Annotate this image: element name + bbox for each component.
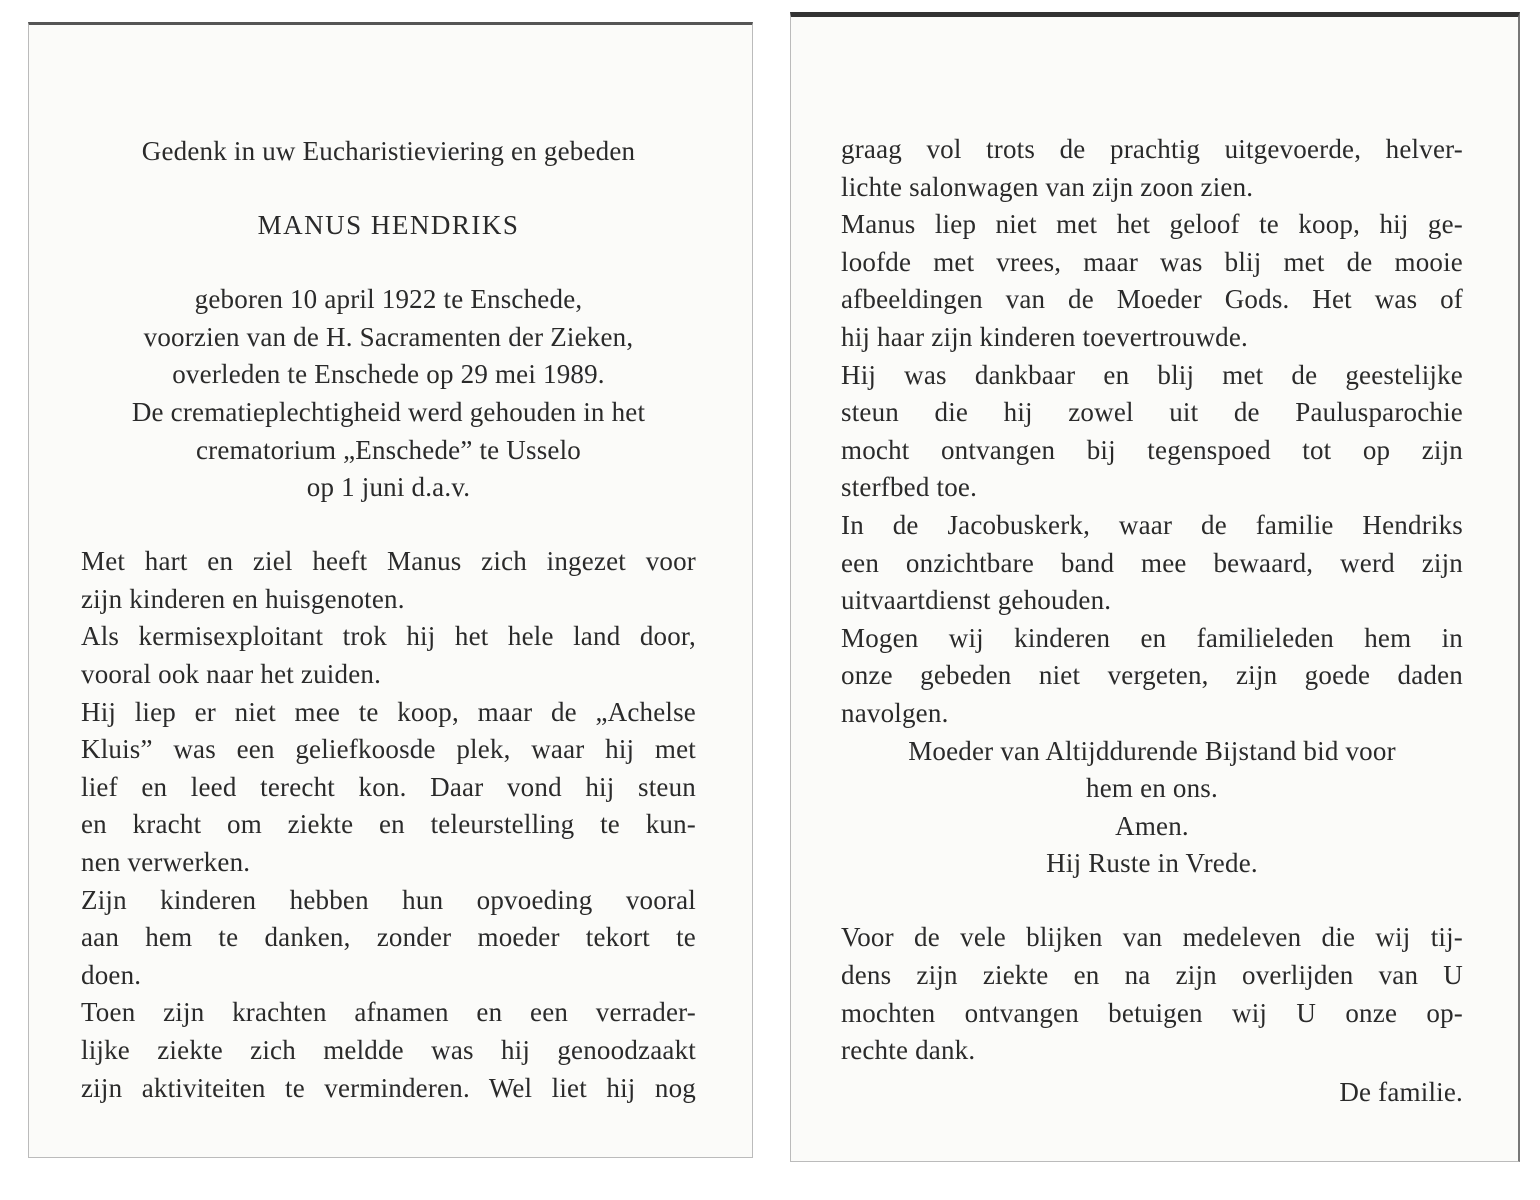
deceased-name: MANUS HENDRIKS: [257, 210, 520, 241]
text-line: zijn kinderen en huisgenoten.: [81, 583, 405, 614]
text-line: In de Jacobuskerk, waar de familie Hendriks: [841, 509, 1463, 540]
text-line: De crematieplechtigheid werd gehouden in het: [131, 396, 646, 427]
text-line: Manus liep niet met het geloof te koop, hij ge-: [841, 209, 1463, 240]
right-page: [790, 12, 1520, 1162]
header-line: Gedenk in uw Eucharistieviering en gebeden: [141, 136, 636, 166]
text-line: Amen.: [1115, 810, 1189, 841]
paragraph: [841, 507, 1463, 620]
text-line: Zijn kinderen hebben hun opvoeding vooral: [81, 884, 696, 915]
life-details: [81, 281, 696, 507]
text-line: Als kermisexploitant trok hij het hele land door,: [81, 621, 696, 652]
text-line: aan hem te danken, zonder moeder tekort te: [81, 922, 696, 953]
text-line: Moeder van Altijddurende Bijstand bid voor: [908, 735, 1396, 766]
paragraph: [81, 694, 696, 882]
text-line: en kracht om ziekte en teleurstelling te kun-: [81, 809, 696, 840]
text-line: loofde met vrees, maar was blij met de mooie: [841, 246, 1463, 277]
text-line: vooral ook naar het zuiden.: [81, 659, 382, 690]
prayer: [841, 733, 1463, 883]
text-line: Toen zijn krachten afnamen en een verrader-: [81, 997, 696, 1028]
text-line: Mogen wij kinderen en familieleden hem in: [841, 622, 1463, 653]
text-line: Met hart en ziel heeft Manus zich ingezet voor: [81, 546, 696, 577]
paragraph: [81, 618, 696, 693]
text-line: navolgen.: [841, 697, 949, 728]
text-line: zijn aktiviteiten te verminderen. Wel liet hij nog: [81, 1072, 696, 1103]
text-line: hem en ons.: [1086, 773, 1218, 804]
text-line: uitvaartdienst gehouden.: [841, 585, 1112, 616]
text-line: een onzichtbare band mee bewaard, werd zijn: [841, 547, 1463, 578]
text-line: Hij Ruste in Vrede.: [1046, 848, 1258, 879]
left-page: [28, 22, 753, 1158]
text-line: Hij liep er niet mee te koop, maar de „Achelse: [81, 696, 696, 727]
text-line: op 1 juni d.a.v.: [306, 472, 471, 503]
text-line: geboren 10 april 1922 te Enschede,: [194, 284, 583, 315]
paragraph: [841, 620, 1463, 733]
signature: De familie.: [1339, 1076, 1463, 1107]
text-line: mocht ontvangen bij tegenspoed tot op zijn: [841, 434, 1463, 465]
text-line: onze gebeden niet vergeten, zijn goede daden: [841, 660, 1463, 691]
text-line: voorzien van de H. Sacramenten der Zieken,: [143, 321, 634, 352]
paragraph: [841, 357, 1463, 507]
paragraph: [841, 206, 1463, 356]
text-line: nen verwerken.: [81, 847, 251, 877]
right-page-text: [841, 131, 1463, 1111]
text-line: lichte salonwagen van zijn zoon zien.: [841, 171, 1254, 202]
text-line: doen.: [81, 959, 142, 990]
paragraph: [81, 543, 696, 618]
text-line: Voor de vele blijken van medeleven die wij tij-: [841, 922, 1463, 953]
text-line: rechte dank.: [841, 1035, 976, 1066]
text-line: sterfbed toe.: [841, 472, 978, 503]
text-line: lijke ziekte zich meldde was hij genoodzaakt: [81, 1034, 696, 1065]
text-line: Hij was dankbaar en blij met de geestelijke: [841, 359, 1463, 390]
paragraph: [841, 131, 1463, 206]
paragraph: [81, 882, 696, 995]
left-body-text: [81, 543, 696, 1107]
paragraph: [81, 994, 696, 1107]
left-page-text: [81, 133, 696, 1107]
text-line: dens zijn ziekte en na zijn overlijden van U: [841, 959, 1463, 990]
text-line: graag vol trots de prachtig uitgevoerde, helver-: [841, 134, 1463, 164]
text-line: Kluis” was een geliefkoosde plek, waar hij met: [81, 734, 696, 765]
thanks-text: [841, 919, 1463, 1069]
text-line: afbeeldingen van de Moeder Gods. Het was of: [841, 284, 1463, 315]
text-line: crematorium „Enschede” te Usselo: [196, 434, 581, 465]
text-line: steun die hij zowel uit de Paulusparochie: [841, 397, 1463, 428]
text-line: overleden te Enschede op 29 mei 1989.: [172, 359, 605, 390]
right-body-text: [841, 131, 1463, 733]
text-line: lief en leed terecht kon. Daar vond hij steun: [81, 771, 696, 802]
text-line: hij haar zijn kinderen toevertrouwde.: [841, 321, 1248, 352]
text-line: mochten ontvangen betuigen wij U onze op-: [841, 997, 1463, 1028]
